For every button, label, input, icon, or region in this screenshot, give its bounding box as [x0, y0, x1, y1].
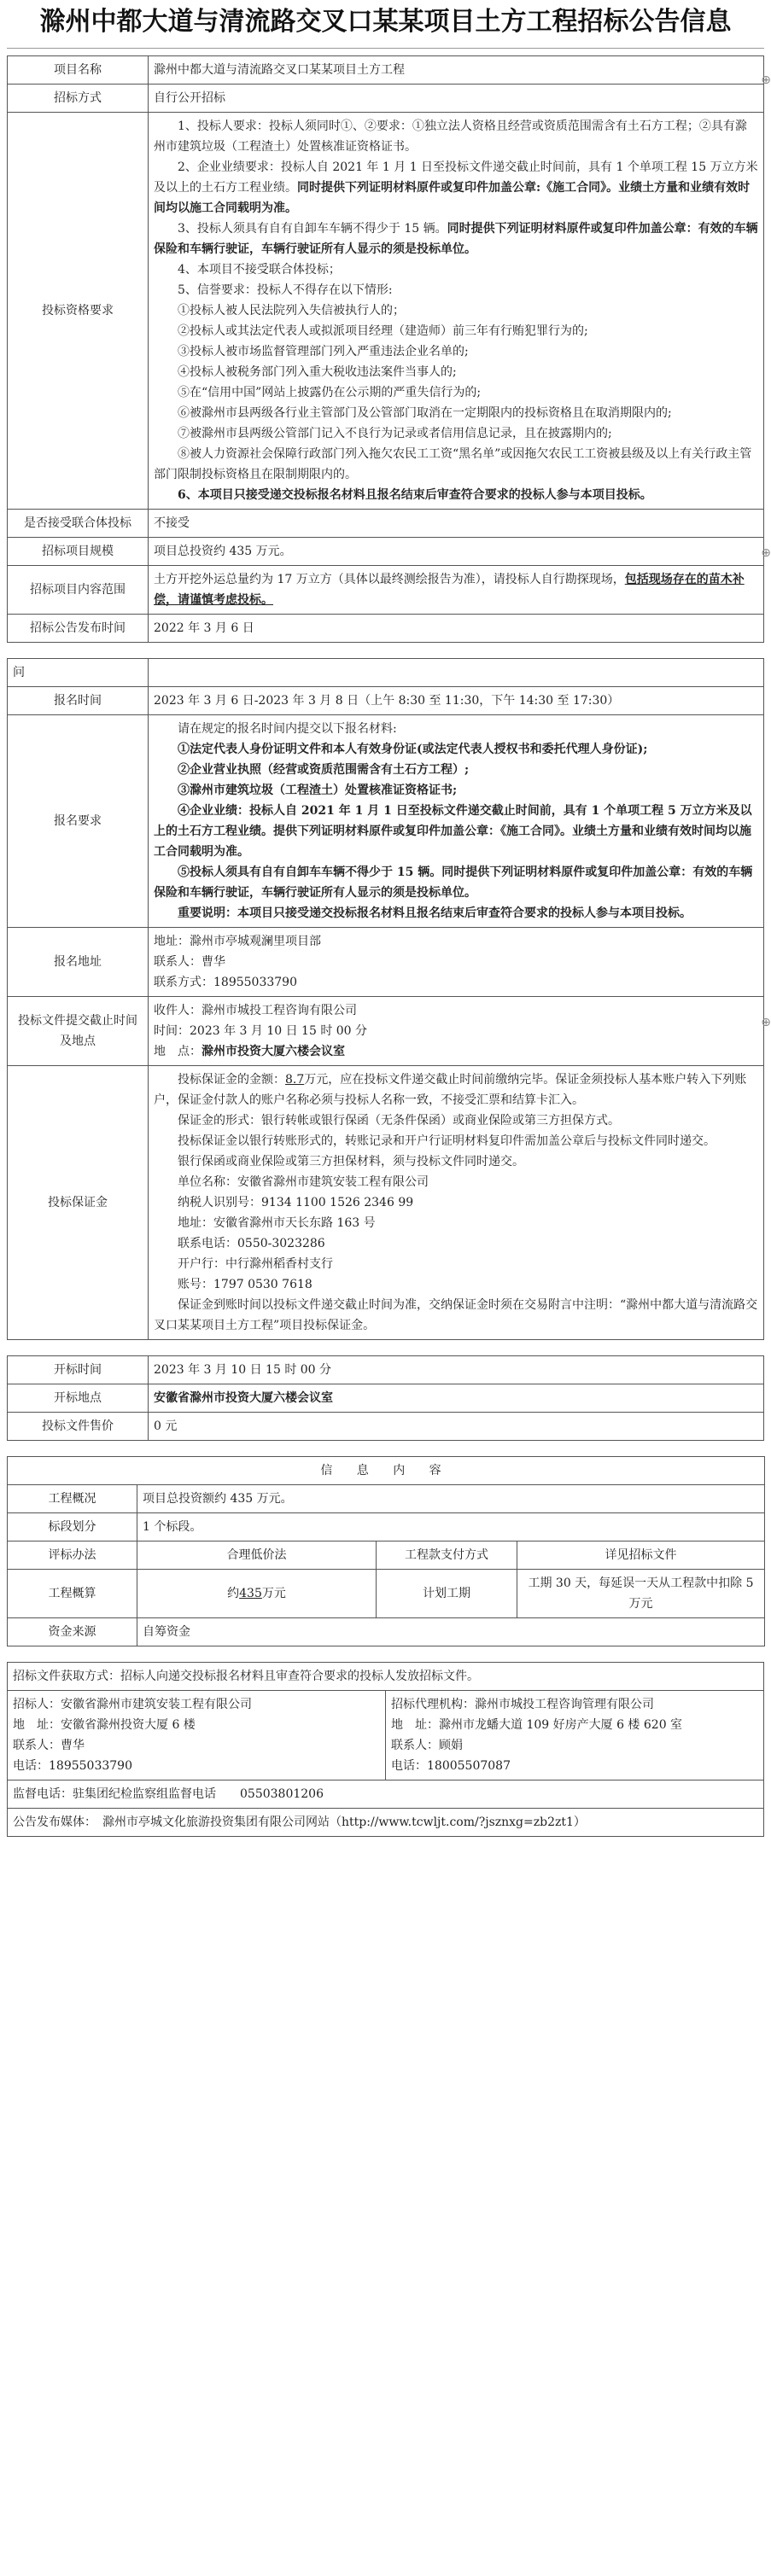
signup-req-line: ④企业业绩：投标人自 2021 年 1 月 1 日至投标文件递交截止时间前，具有 1 个单项工程 5 万立方米及以上的土石方工程业绩。提供下列证明材料原件或复印件加盖公章：《施工合同》。业绩土方量和业绩有效时间均以施工合同载明为准。 — [154, 804, 752, 859]
signup-req-line: 请在规定的报名时间内提交以下报名材料: — [178, 722, 397, 736]
signup-addr-line: 地址：滁州市亭城观澜里项目部 — [154, 935, 321, 948]
qual-text: 2、企业业绩要求：投标人自 2021 年 1 月 1 日至投标文件递交截止时间前，具有 1 个单项工程 15 万立方米及以上的土石方工程业绩。 — [154, 160, 758, 195]
signup-req-line: ①法定代表人身份证明文件和本人有效身份证(或法定代表人授权书和委托代理人身份证); — [178, 743, 648, 756]
qualification-label: 投标资格要求 — [8, 113, 149, 510]
drag-handle-icon[interactable]: ⊕ — [761, 73, 771, 87]
signup-time-label: 报名时间 — [8, 687, 149, 715]
basic-info-table — [7, 55, 764, 643]
table-row — [8, 85, 764, 113]
payment-value: 详见招标文件 — [517, 1542, 765, 1570]
tenderer-contact: 联系人：曹华 — [13, 1739, 85, 1752]
table-row — [8, 715, 764, 928]
qual-item: ④投标人被税务部门列入重大税收违法案件当事人的; — [178, 365, 457, 379]
table-row — [8, 687, 764, 715]
project-name-label: 项目名称 — [8, 56, 149, 85]
drag-handle-icon[interactable]: ⊕ — [761, 1016, 771, 1029]
inquire-value — [149, 659, 764, 687]
inquire-label: 问 — [8, 659, 149, 687]
qual-item: ③投标人被市场监督管理部门列入严重违法企业名单的; — [178, 345, 469, 358]
overview-value: 项目总投资额约 435 万元。 — [137, 1485, 765, 1513]
qual-item: ⑤在“信用中国”网站上披露仍在公示期的严重失信行为的; — [178, 386, 482, 399]
table-row — [8, 1384, 764, 1413]
scale-value: 项目总投资约 435 万元。 — [149, 538, 764, 566]
doc-price-label: 投标文件售价 — [8, 1413, 149, 1441]
qual-paragraph: 4、本项目不接受联合体投标； — [178, 263, 341, 277]
scope-value — [149, 566, 764, 615]
deposit-paragraph: 保证金的形式：银行转帐或银行保函（无条件保函）或商业保险或第三方担保方式。 — [178, 1114, 620, 1128]
overview-label: 工程概况 — [8, 1485, 137, 1513]
deposit-amount: 8.7 — [285, 1073, 305, 1087]
qualification-value — [149, 113, 764, 510]
fund-label: 资金来源 — [8, 1618, 137, 1646]
tenderer-name: 招标人：安徽省滁州市建筑安装工程有限公司 — [13, 1698, 252, 1711]
qual-paragraph: 5、信誉要求：投标人不得存在以下情形: — [178, 283, 393, 297]
submit-label: 投标文件提交截止时间及地点 — [8, 997, 149, 1066]
table-row — [8, 615, 764, 643]
acquire-text: 招标文件获取方式：招标人向递交投标报名材料且审查符合要求的投标人发放招标文件。 — [8, 1663, 764, 1691]
deposit-addr: 地址：安徽省滁州市天长东路 163 号 — [178, 1216, 376, 1230]
agent-addr: 地 址：滁州市龙蟠大道 109 好房产大厦 6 楼 620 室 — [391, 1718, 683, 1732]
period-value: 工期 30 天，每延误一天从工程款中扣除 5 万元 — [517, 1570, 765, 1618]
period-label: 计划工期 — [377, 1570, 517, 1618]
table-row — [8, 1457, 765, 1485]
eval-label: 评标办法 — [8, 1542, 137, 1570]
qual-text-bold: 同时提供下列证明材料原件或复印件加盖公章:《施工合同》。业绩土方量和业绩有效时间均以施工合同载明为准。 — [154, 181, 751, 215]
table-row — [8, 659, 764, 687]
scope-text: 土方开挖外运总量约为 17 万立方（具体以最终测绘报告为准），请投标人自行勘探现场， — [154, 573, 625, 586]
table-row — [8, 566, 764, 615]
table-row — [8, 1618, 765, 1646]
title-divider — [7, 48, 764, 49]
deposit-paragraph: 银行保函或商业保险或第三方担保材料，须与投标文件同时递交。 — [178, 1155, 524, 1169]
table-row — [8, 113, 764, 510]
signup-time-value: 2023 年 3 月 6 日-2023 年 3 月 8 日（上午 8:30 至 11:30，下午 14:30 至 17:30） — [149, 687, 764, 715]
table-row — [8, 1513, 765, 1542]
lots-label: 标段划分 — [8, 1513, 137, 1542]
deposit-bank: 开户行：中行滁州稻香村支行 — [178, 1257, 333, 1271]
deposit-tel: 联系电话：0550-3023286 — [178, 1237, 325, 1250]
deposit-text: 投标保证金的金额： — [178, 1073, 285, 1087]
deposit-unit: 单位名称：安徽省滁州市建筑安装工程有限公司 — [178, 1175, 429, 1189]
tenderer-addr: 地 址：安徽省滁州投资大厦 6 楼 — [13, 1718, 196, 1732]
consortium-value: 不接受 — [149, 510, 764, 538]
table-row — [8, 538, 764, 566]
tenderer-tel: 电话：18955033790 — [13, 1759, 132, 1773]
submit-receiver: 收件人：滁州市城投工程咨询有限公司 — [154, 1004, 357, 1017]
table-row — [8, 1356, 764, 1384]
submit-value — [149, 997, 764, 1066]
table-row — [8, 56, 764, 85]
qual-text: 3、投标人须具有自有自卸车车辆不得少于 15 辆。 — [178, 222, 447, 236]
agent-tel: 电话：18005507087 — [391, 1759, 511, 1773]
qual-paragraph: 6、本项目只接受递交投标报名材料且报名结束后审查符合要求的投标人参与本项目投标。 — [178, 488, 652, 502]
open-time-value: 2023 年 3 月 10 日 15 时 00 分 — [149, 1356, 764, 1384]
supervision-text: 监督电话：驻集团纪检监察组监督电话 05503801206 — [8, 1780, 764, 1809]
signup-phone-line: 联系方式：18955033790 — [154, 976, 297, 989]
qual-item: ⑧被人力资源社会保障行政部门列入拖欠农民工工资“黑名单”或因拖欠农民工工资被县级及以上有关行政主管部门限制投标资格且在限制期限内的。 — [154, 447, 752, 481]
qual-item: ①投标人被人民法院列入失信被执行人的； — [178, 304, 405, 318]
signup-req-line: ②企业营业执照（经营或资质范围需含有土石方工程）; — [178, 763, 470, 777]
budget-value — [137, 1570, 377, 1618]
budget-prefix: 约 — [227, 1587, 240, 1600]
deposit-tax: 纳税人识别号：9134 1100 1526 2346 99 — [178, 1196, 414, 1209]
deposit-text: 万元，应在投标文件递交截止时间前缴纳完毕。保证金须投标人基本账户转入下列账户，保证金付款人的账户名称必须与投标人名称一致，不接受汇票和结算卡汇入。 — [154, 1073, 747, 1107]
qual-paragraph — [154, 219, 758, 259]
signup-table — [7, 658, 764, 1340]
agent-contact: 联系人：顾娟 — [391, 1739, 463, 1752]
table-row — [8, 1066, 764, 1340]
budget-amount: 435 — [239, 1587, 262, 1600]
page-title: 滁州中都大道与清流路交叉口某某项目土方工程招标公告信息 — [39, 7, 732, 37]
table-row — [8, 1809, 764, 1837]
eval-value: 合理低价法 — [137, 1542, 377, 1570]
submit-place-text: 滁州市投资大厦六楼会议室 — [202, 1045, 345, 1058]
signup-req-line: ⑤投标人须具有自有自卸车车辆不得少于 15 辆。同时提供下列证明材料原件或复印件加盖公章：有效的车辆保险和车辆行驶证，车辆行驶证所有人显示的须是投标单位。 — [154, 865, 753, 900]
signup-req-line: ③滁州市建筑垃圾（工程渣土）处置核准证资格证书; — [178, 784, 458, 797]
drag-handle-icon[interactable]: ⊕ — [761, 546, 771, 560]
table-row — [8, 1780, 764, 1809]
info-heading: 信 息 内 容 — [8, 1457, 765, 1485]
opening-table — [7, 1355, 764, 1441]
table-row — [8, 1413, 764, 1441]
table-row — [8, 1570, 765, 1618]
agent-name: 招标代理机构：滁州市城投工程咨询管理有限公司 — [391, 1698, 654, 1711]
doc-price-value: 0 元 — [149, 1413, 764, 1441]
qual-text-bold: 同时提供下列证明材料原件或复印件加盖公章：有效的车辆保险和车辆行驶证，车辆行驶证所有人显示的须是投标单位。 — [154, 222, 758, 256]
submit-place — [154, 1041, 758, 1062]
qual-item: ⑥被滁州市县两级各行业主管部门及公管部门取消在一定期限内的投标资格且在取消期限内的; — [178, 406, 672, 420]
fund-value: 自筹资金 — [137, 1618, 765, 1646]
deposit-paragraph — [154, 1069, 758, 1110]
signup-addr-label: 报名地址 — [8, 928, 149, 997]
open-place-label: 开标地点 — [8, 1384, 149, 1413]
scale-label: 招标项目规模 — [8, 538, 149, 566]
agent-block — [386, 1691, 764, 1780]
media-link[interactable]: 公告发布媒体： 滁州市亭城文化旅游投资集团有限公司网站（http://www.tcwljt.com/?jsznxg=zb2zt1） — [8, 1809, 764, 1837]
budget-suffix: 万元 — [261, 1587, 286, 1600]
table-row — [8, 997, 764, 1066]
deposit-label: 投标保证金 — [8, 1066, 149, 1340]
consortium-label: 是否接受联合体投标 — [8, 510, 149, 538]
contact-table — [7, 1662, 764, 1837]
qual-paragraph: 1、投标人要求：投标人须同时①、②要求：①独立法人资格且经营或资质范围需含有土石方工程；②具有滁州市建筑垃圾（工程渣土）处置核准证资格证书。 — [154, 119, 747, 154]
qual-paragraph — [154, 157, 758, 219]
table-row — [8, 1691, 764, 1780]
deposit-paragraph: 保证金到账时间以投标文件递交截止时间为准，交纳保证金时须在交易附言中注明：“滁州中都大道与清流路交叉口某某项目土方工程”项目投标保证金。 — [154, 1298, 758, 1332]
deposit-paragraph: 投标保证金以银行转账形式的，转账记录和开户行证明材料复印件需加盖公章后与投标文件同时递交。 — [178, 1134, 716, 1148]
submit-place-prefix: 地 点： — [154, 1045, 202, 1058]
payment-label: 工程款支付方式 — [377, 1542, 517, 1570]
qual-item: ②投标人或其法定代表人或拟派项目经理（建造师）前三年有行贿犯罪行为的; — [178, 324, 588, 338]
signup-req-line: 重要说明：本项目只接受递交投标报名材料且报名结束后审查符合要求的投标人参与本项目投标。 — [178, 906, 692, 920]
method-value: 自行公开招标 — [149, 85, 764, 113]
signup-addr-value — [149, 928, 764, 997]
table-row — [8, 1542, 765, 1570]
budget-label: 工程概算 — [8, 1570, 137, 1618]
deposit-account: 账号：1797 0530 7618 — [178, 1278, 312, 1291]
signup-req-label: 报名要求 — [8, 715, 149, 928]
publish-time-label: 招标公告发布时间 — [8, 615, 149, 643]
qual-item: ⑦被滁州市县两级公管部门记入不良行为记录或者信用信息记录，且在披露期内的; — [178, 427, 612, 440]
open-place-value: 安徽省滁州市投资大厦六楼会议室 — [149, 1384, 764, 1413]
scope-label: 招标项目内容范围 — [8, 566, 149, 615]
tenderer-block — [8, 1691, 386, 1780]
table-row — [8, 1485, 765, 1513]
submit-time: 时间：2023 年 3 月 10 日 15 时 00 分 — [154, 1024, 368, 1038]
info-table — [7, 1456, 765, 1646]
open-time-label: 开标时间 — [8, 1356, 149, 1384]
project-name-value: 滁州中都大道与清流路交叉口某某项目土方工程 — [149, 56, 764, 85]
method-label: 招标方式 — [8, 85, 149, 113]
lots-value: 1 个标段。 — [137, 1513, 765, 1542]
signup-contact-line: 联系人：曹华 — [154, 955, 225, 969]
deposit-value — [149, 1066, 764, 1340]
publish-time-value: 2022 年 3 月 6 日 — [149, 615, 764, 643]
scope-text-bold: 包括现场存在的苗木补偿，请谨慎考虑投标。 — [154, 573, 745, 607]
table-row — [8, 928, 764, 997]
signup-req-value — [149, 715, 764, 928]
table-row — [8, 1663, 764, 1691]
table-row — [8, 510, 764, 538]
